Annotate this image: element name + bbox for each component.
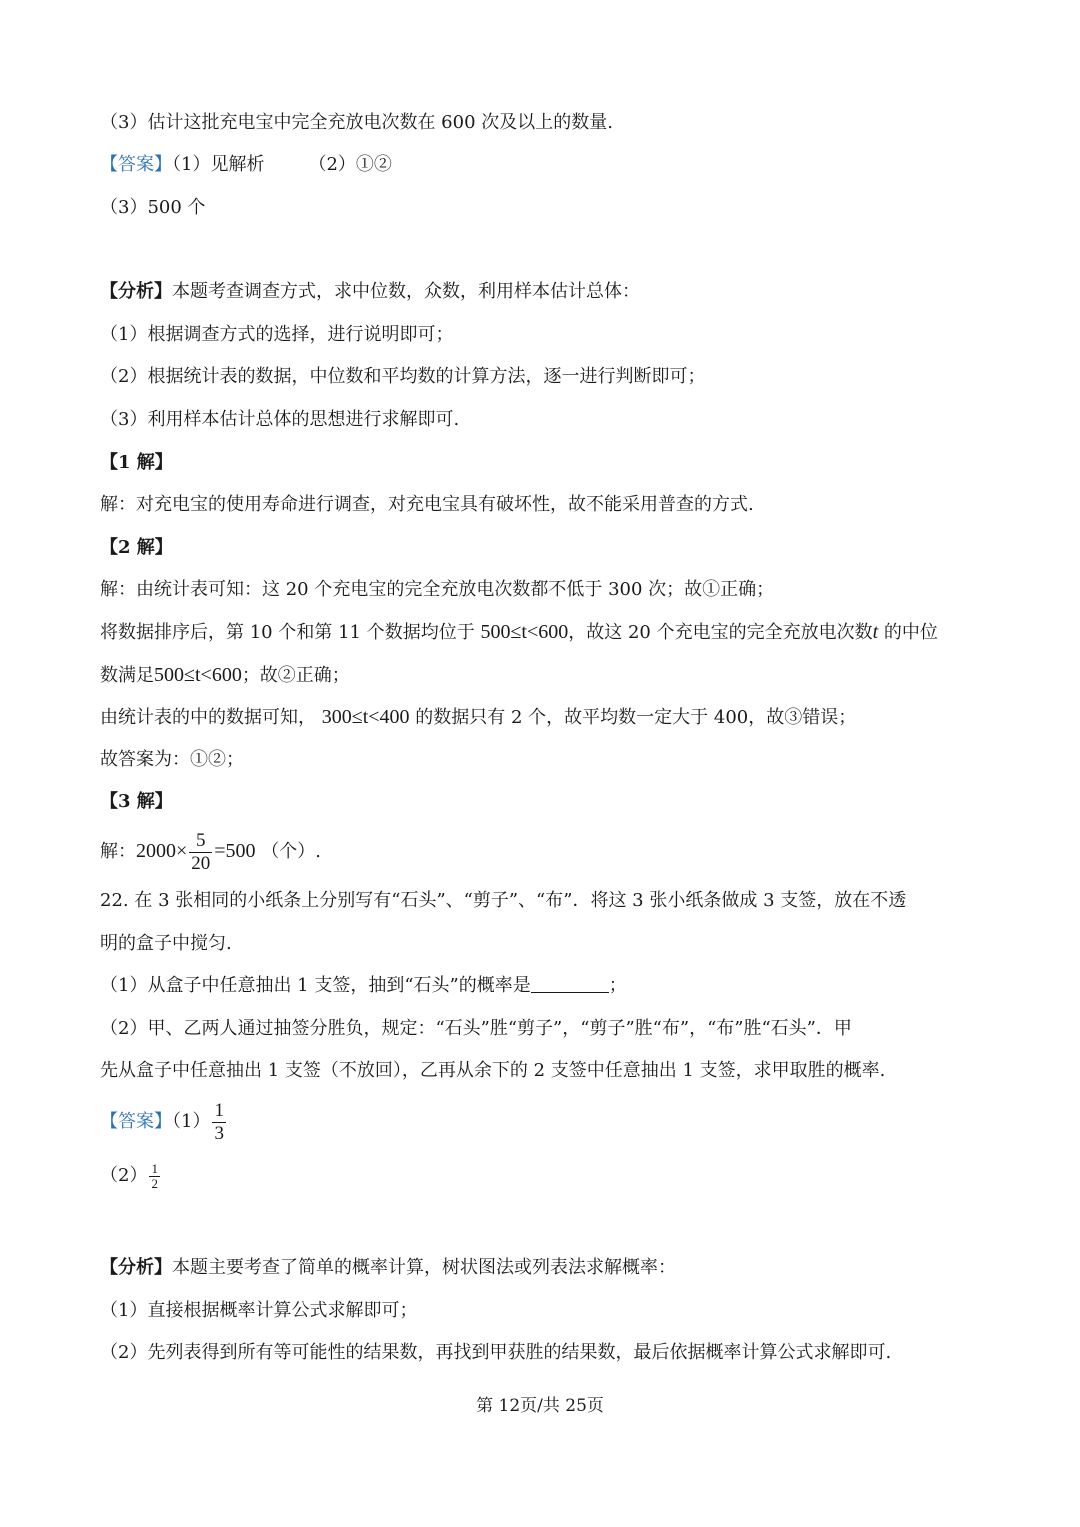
q3-prompt: （3）估计这批充电宝中完全充放电次数在 600 次及以上的数量. bbox=[100, 112, 613, 133]
inequality-math: 500≤t<600 bbox=[154, 664, 242, 686]
solution-1-text: 解：对充电宝的使用寿命进行调查，对充电宝具有破坏性，故不能采用普查的方式. bbox=[100, 494, 754, 515]
answer-line-3 bbox=[100, 1156, 162, 1196]
analysis-tag: 【分析】 bbox=[100, 1257, 172, 1278]
inequality-math: 500≤t<600 bbox=[480, 621, 569, 643]
formula-rhs: =500 bbox=[214, 840, 256, 862]
text-span: ；故②正确； bbox=[241, 665, 350, 686]
variable-t: t bbox=[872, 621, 879, 643]
analysis-tag: 【分析】 bbox=[100, 281, 172, 302]
answer-tag: 【答案】 bbox=[100, 1111, 172, 1132]
solution-2-line3 bbox=[100, 663, 350, 688]
fraction-denominator: 3 bbox=[214, 1122, 224, 1144]
solution-3-formula bbox=[100, 826, 321, 877]
analysis2-item1: （1）直接根据概率计算公式求解即可； bbox=[100, 1300, 418, 1321]
fraction-denominator: 2 bbox=[151, 1175, 158, 1191]
solution-3-heading: 【3 解】 bbox=[100, 791, 173, 812]
inequality-math: 300≤t<400 bbox=[321, 706, 410, 728]
answer-line-1 bbox=[100, 153, 392, 177]
analysis1-item3: （3）利用样本估计总体的思想进行求解即可. bbox=[100, 409, 460, 430]
answer-line-2 bbox=[100, 1097, 228, 1147]
text-span: 将数据排序后，第 10 个和第 11 个数据均位于 bbox=[100, 622, 475, 643]
text-span: ，故这 20 个充电宝的完全充放电次数 bbox=[568, 622, 873, 643]
solution-2-line1: 解：由统计表可知：这 20 个充电宝的完全充放电次数都不低于 300 次；故①正确； bbox=[100, 579, 775, 600]
page-footer: 第 12页/共 25页 bbox=[476, 1396, 604, 1416]
fraction-1-2 bbox=[149, 1162, 160, 1191]
analysis1-item1: （1）根据调查方式的选择，进行说明即可； bbox=[100, 324, 454, 345]
fraction-1-3 bbox=[212, 1100, 226, 1145]
q22-line1: 22. 在 3 张相同的小纸条上分别写有“石头”、“剪子”、“布”．将这 3 张小纸条做成 3 支签，放在不透 bbox=[100, 890, 907, 911]
answer-part-2: （2）①② bbox=[308, 154, 392, 175]
solution-2-heading: 【2 解】 bbox=[100, 537, 173, 558]
solution-2-line5: 故答案为：①②； bbox=[100, 749, 244, 770]
text-span: （个）. bbox=[261, 841, 322, 862]
analysis2-item2: （2）先列表得到所有等可能性的结果数，再找到甲获胜的结果数，最后依据概率计算公式求解即可. bbox=[100, 1342, 892, 1363]
solution-1-heading: 【1 解】 bbox=[100, 452, 173, 473]
fraction-numerator: 5 bbox=[189, 830, 212, 853]
text-span: 的数据只有 2 个，故平均数一定大于 400，故③错误； bbox=[409, 707, 857, 728]
text-span: （2） bbox=[100, 1165, 148, 1186]
q22-item1 bbox=[100, 974, 627, 998]
fraction-5-20 bbox=[189, 830, 212, 875]
answer-tag: 【答案】 bbox=[100, 154, 172, 175]
text-span: 解： bbox=[100, 841, 136, 862]
q22-line2: 明的盒子中搅匀. bbox=[100, 933, 232, 954]
answer-part-1: （1）见解析 bbox=[172, 154, 265, 175]
analysis1-item2: （2）根据统计表的数据，中位数和平均数的计算方法，逐一进行判断即可； bbox=[100, 366, 706, 387]
solution-2-line4 bbox=[100, 705, 856, 730]
analysis-line-2 bbox=[100, 1256, 676, 1280]
text-span: （1）从盒子中任意抽出 1 支签，抽到“石头”的概率是 bbox=[100, 975, 531, 996]
text-span: 数满足 bbox=[100, 665, 154, 686]
q22-item2-line2: 先从盒子中任意抽出 1 支签（不放回），乙再从余下的 2 支签中任意抽出 1 支签，求甲取胜的概率. bbox=[100, 1060, 886, 1081]
fraction-numerator: 1 bbox=[151, 1160, 158, 1176]
text-span: 由统计表的中的数据可知， bbox=[100, 707, 316, 728]
answer-blank[interactable] bbox=[531, 974, 609, 993]
fraction-numerator: 1 bbox=[214, 1099, 224, 1121]
analysis-line-1 bbox=[100, 280, 640, 304]
answer-part-3: （3）500 个 bbox=[100, 197, 206, 218]
text-span: （1） bbox=[172, 1111, 211, 1132]
q22-item2-line1: （2）甲、乙两人通过抽签分胜负，规定：“石头”胜“剪子”，“剪子”胜“布”，“布”胜“石头”．甲 bbox=[100, 1018, 852, 1039]
text-span: 的中位 bbox=[878, 622, 938, 643]
analysis-text: 本题考查调查方式，求中位数，众数，利用样本估计总体： bbox=[172, 281, 640, 302]
formula-lhs: 2000× bbox=[136, 840, 188, 862]
analysis-text: 本题主要考查了简单的概率计算，树状图法或列表法求解概率： bbox=[172, 1257, 676, 1278]
solution-2-line2 bbox=[100, 620, 938, 645]
fraction-denominator: 20 bbox=[191, 852, 211, 874]
text-span: ； bbox=[608, 975, 627, 996]
